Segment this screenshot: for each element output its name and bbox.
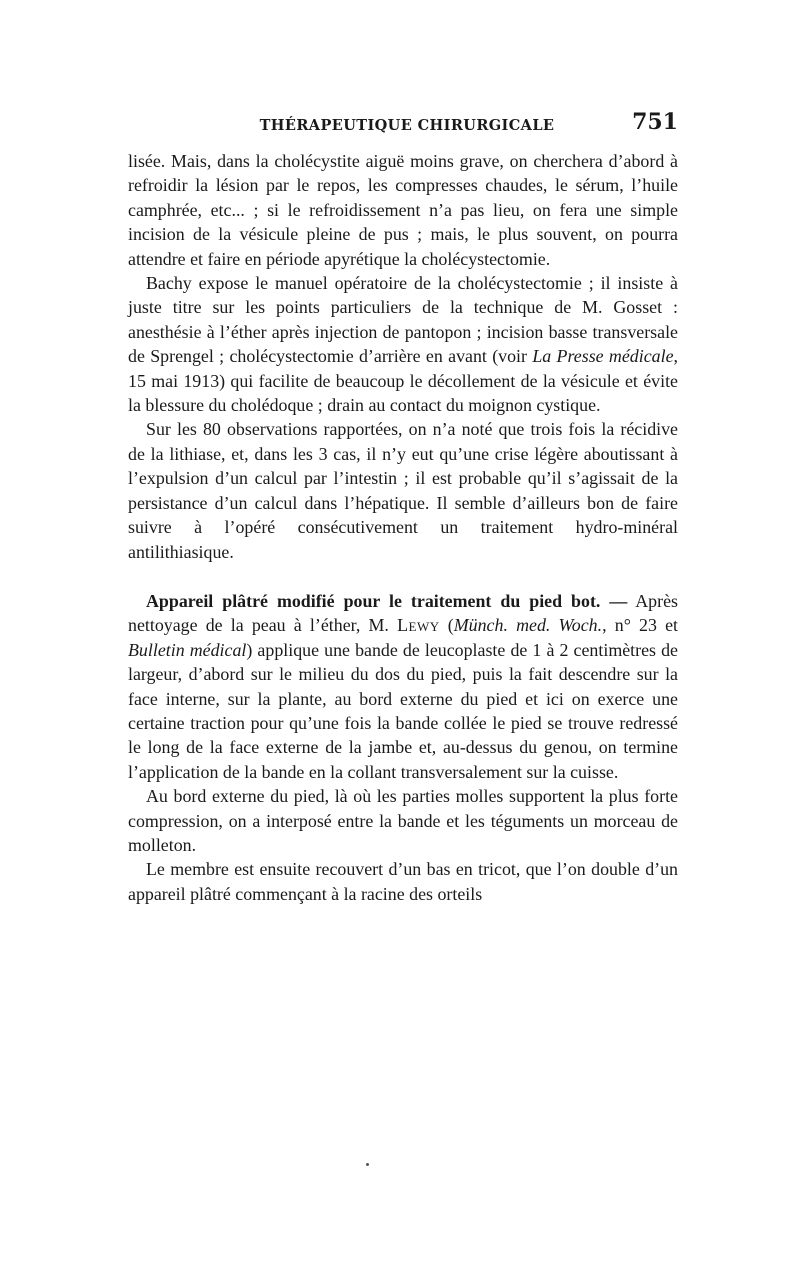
paragraph-pied-bot <box>128 589 678 784</box>
section-heading: Appareil plâtré modifié pour le traitement du pied bot. — <box>146 590 628 611</box>
paragraph-continuation: lisée. Mais, dans la cholécystite aiguë moins grave, on cherchera d’abord à refroidir la lésion par le repos, les compresses chaudes, le sérum, l’huile camphrée, etc... ; si le refroidissement n’a pas lieu, on fera une simple incision de la vésicule pleine de pus ; mais, le plus souvent, on pourra attendre et faire en période apyrétique la cholécystectomie. <box>128 151 678 269</box>
text-segment: ( <box>439 615 454 636</box>
text-segment: Après nettoyage de la peau à l’éther, M. <box>128 590 678 636</box>
author-name: Lewy <box>397 615 440 636</box>
text-segment: ) applique une bande de leucoplaste de 1 à 2 centimètres de largeur, d’abord sur le milieu du dos du pied, puis la fait descendre sur la face interne, sur la plante, au bord externe du pied et ici on exerce une certaine traction pour qu’une fois la bande collée le pied se trouve redressé le long de la face externe de la jambe et, au-dessus du genou, on termine l’application de la bande en la collant transversalement sur la cuisse. <box>128 639 678 782</box>
text-segment: , n° 23 et <box>602 615 679 636</box>
paragraph-bord-externe: Au bord externe du pied, là où les parties molles supportent la plus forte compression, on a interposé entre la bande et les téguments un morceau de molleton. <box>128 786 678 855</box>
print-speck <box>366 1163 369 1166</box>
page-number: 751 <box>632 109 678 135</box>
book-page <box>128 105 678 906</box>
journal-title: Bulletin médical <box>128 639 247 660</box>
text-segment: , 15 mai 1913) qui facilite de beaucoup le décollement de la vésicule et évite la blessure du cholédoque ; drain au contact du moignon cystique. <box>128 346 678 416</box>
paragraph-observations: Sur les 80 observations rapportées, on n’a noté que trois fois la récidive de la lithiase, et, dans les 3 cas, il n’y eut qu’une crise légère aboutissant à l’expulsion d’un calcul par l’intestin ; il est probable qu’il s’agissait de la persistance d’un calcul dans l’hépatique. Il semble d’ailleurs bon de faire suivre à l’opéré consécutivement un traitement hydro-minéral antilithiasique. <box>128 419 678 562</box>
paragraph-bachy <box>128 271 678 417</box>
journal-title: La Presse médicale <box>532 346 674 367</box>
page-header <box>128 105 678 143</box>
text-segment: Bachy expose le manuel opératoire de la cholécystectomie ; il insiste à juste titre sur les points particuliers de la technique de M. Gosset : anesthésie à l’éther après injection de pantopon ; incision basse transversale de Sprengel ; cholécystectomie d’arrière en avant (voir <box>128 273 678 367</box>
running-title: THÉRAPEUTIQUE CHIRURGICALE <box>259 117 555 134</box>
paragraph-membre: Le membre est ensuite recouvert d’un bas en tricot, que l’on double d’un appareil plâtré commençant à la racine des orteils <box>128 859 678 904</box>
journal-title: Münch. med. Woch. <box>453 615 603 636</box>
body-text <box>128 149 678 906</box>
